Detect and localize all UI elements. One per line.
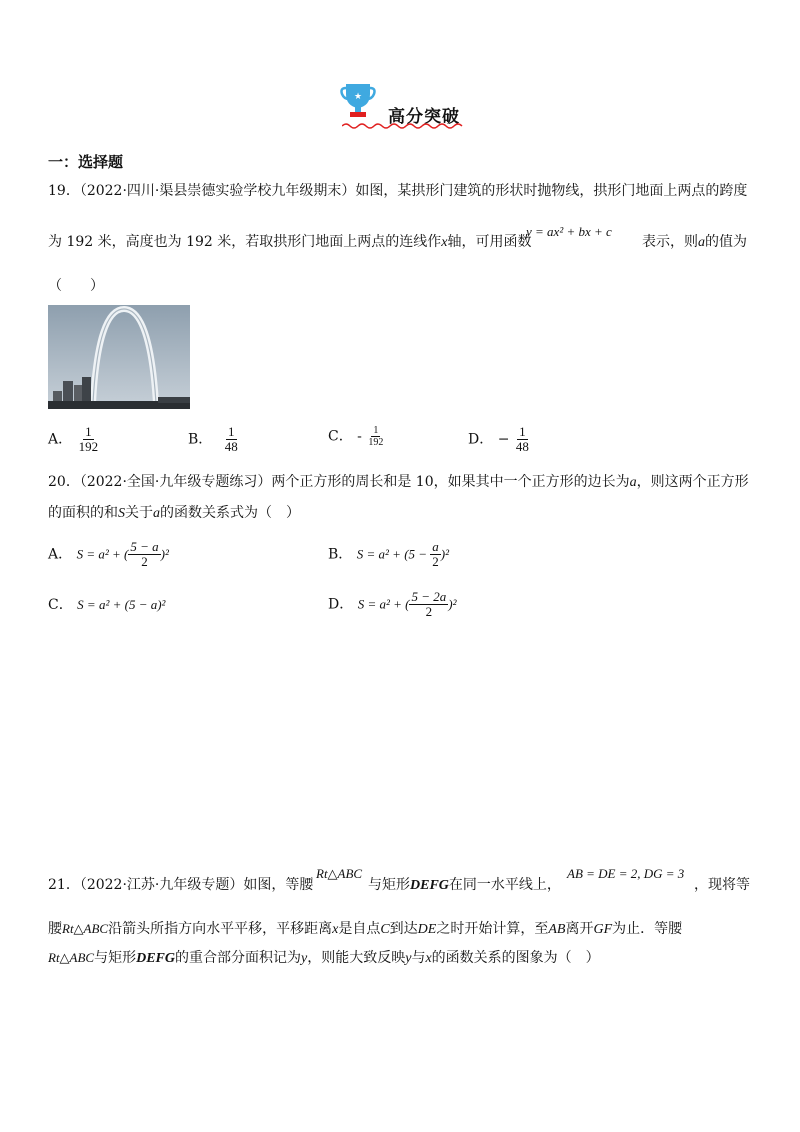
svg-text:★: ★ — [353, 92, 363, 102]
q19-line2-tail: 表示，则a的值为 — [642, 234, 747, 250]
q21-line3: Rt△ABC与矩形DEFG的重合部分面积记为y，则能大致反映y与x的函数关系的图象为（ ） — [48, 950, 600, 966]
q19-option-c[interactable]: C． - $\frac{1}{192}$ — [328, 425, 384, 448]
q20-option-c[interactable]: C． S = a² + (5 − a)² — [48, 597, 166, 613]
q20-line2: 的面积的和S关于a的函数关系式为（ ） — [48, 505, 300, 521]
q21-rt-abc: Rt△ABC — [316, 866, 363, 881]
q19-line2: 为 192 米，高度也为 192 米，若取拱形门地面上两点的连线作x轴，可用函数 — [48, 234, 532, 250]
q19-function: y = ax² + bx + c — [526, 224, 612, 239]
q19-option-a[interactable]: A． $\frac{1}{192}$ — [48, 424, 99, 454]
q20-option-a[interactable]: A． S = a² + ( $\frac{5 - a}{2}$ )² — [48, 539, 169, 569]
wave-underline — [342, 122, 467, 130]
q19-answer-paren: （ ） — [48, 278, 104, 294]
arch-photo — [48, 305, 190, 409]
q19-line1: 19．（2022·四川·渠县崇德实验学校九年级期末）如图，某拱形门建筑的形状时抛物线，拱形门地面上两点的跨度 — [48, 183, 748, 199]
q21-line2: 腰Rt△ABC沿箭头所指方向水平平移，平移距离x是自点C到达DE之时开始计算，至AB离开GF为止．等腰 — [48, 921, 683, 937]
q21-condition: AB = DE = 2, DG = 3 — [567, 866, 685, 881]
q20-line1: 20．（2022·全国·九年级专题练习）两个正方形的周长和是 10，如果其中一个正方形的边长为a，则这两个正方形 — [48, 474, 749, 490]
header-title: 高分突破 — [388, 107, 460, 127]
q19-option-b[interactable]: B． $\frac{1}{48}$ — [188, 424, 238, 454]
q20-option-b[interactable]: B． S = a² + (5 − $\frac{a}{2}$ )² — [328, 539, 450, 569]
q21-line1: 21．（2022·江苏·九年级专题）如图，等腰 — [48, 877, 314, 893]
q21-line1-mid: 与矩形DEFG在同一水平线上， — [368, 877, 561, 893]
header — [340, 80, 470, 130]
q21-line1-tail: ，现将等 — [694, 877, 750, 893]
trophy-icon — [340, 80, 376, 118]
q19-option-d[interactable]: D． − $\frac{1}{48}$ — [468, 424, 529, 454]
section-title: 一：选择题 — [48, 153, 124, 171]
q20-option-d[interactable]: D． S = a² + ( $\frac{5 - 2a}{2}$ )² — [328, 589, 457, 619]
